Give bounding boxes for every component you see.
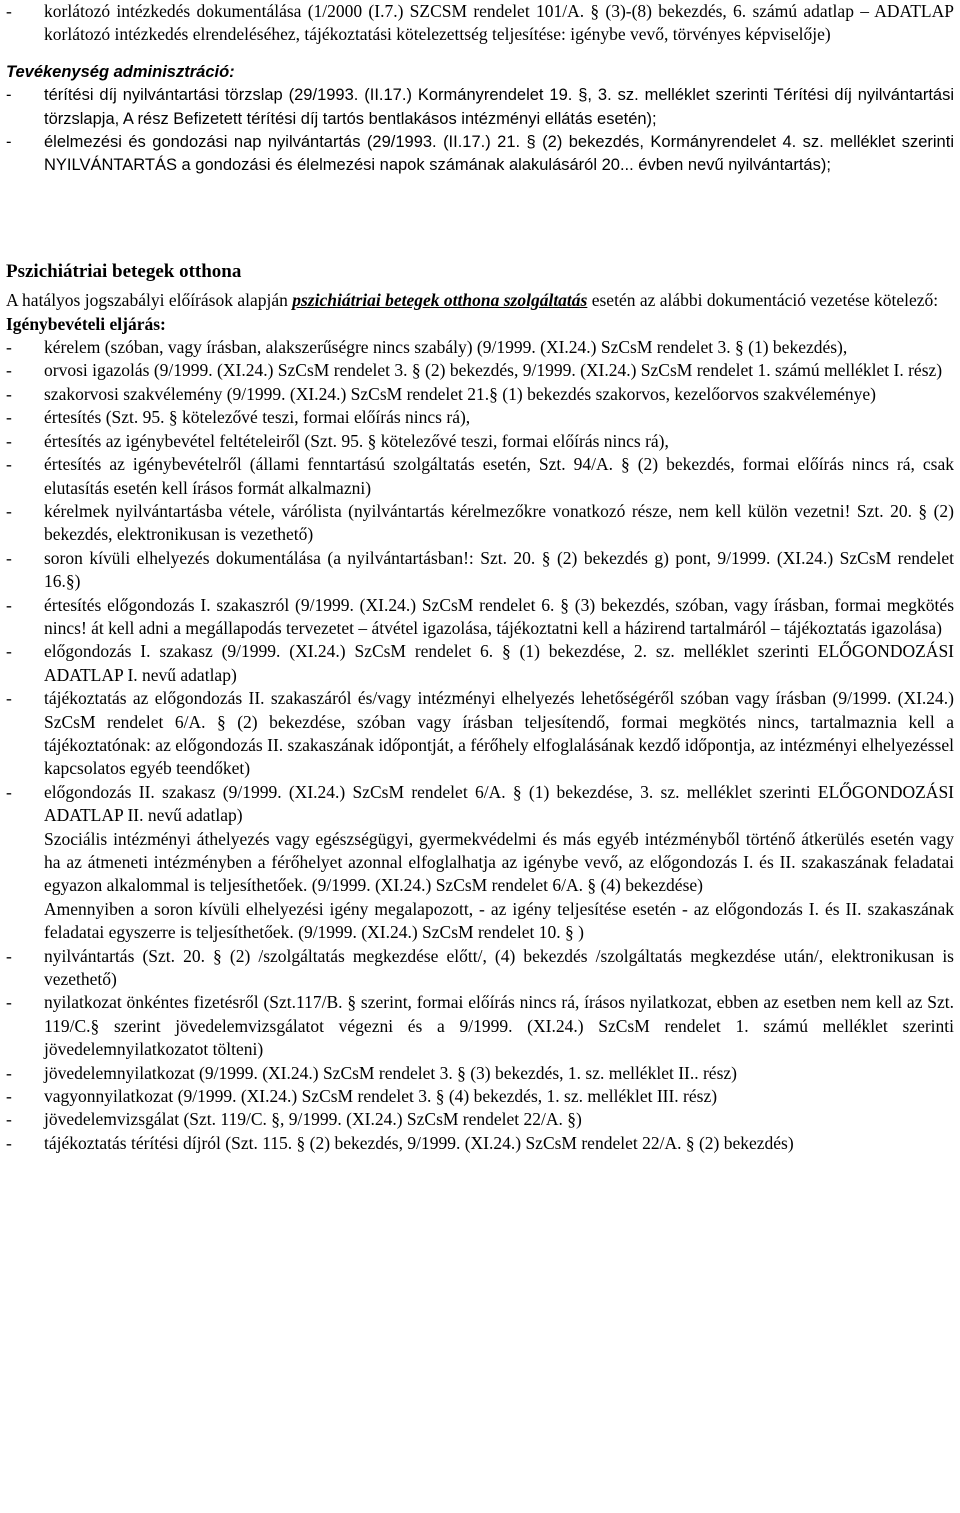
- list-dash: -: [6, 1132, 12, 1153]
- procedure-list: [6, 336, 954, 828]
- list-item: [6, 687, 954, 781]
- list-item: [6, 84, 954, 131]
- list-item: [6, 453, 954, 500]
- list-dash: -: [6, 781, 12, 802]
- list-item: [6, 406, 954, 429]
- document-page: [6, 0, 954, 1155]
- list-item: [6, 430, 954, 453]
- list-dash: -: [6, 594, 12, 615]
- list-dash: -: [6, 337, 12, 358]
- list-item-text: korlátozó intézkedés dokumentálása (1/2000 (I.7.) SZCSM rendelet 101/A. § (3)-(8) bekezdés, 6. számú adatlap – ADATLAP korlátozó intézkedés elrendeléséhez, tájékoztatási kötelezettség teljesítése: igénybe vevő, törvényes képviselője): [44, 1, 954, 45]
- list-item: [6, 500, 954, 547]
- list-dash: -: [6, 1109, 12, 1130]
- list-item-text: orvosi igazolás (9/1999. (XI.24.) SzCsM rendelet 3. § (2) bekezdés, 9/1999. (XI.24.) SzCsM rendelet 1. számú melléklet I. rész): [44, 360, 943, 381]
- intro-text: esetén az alábbi dokumentáció vezetése kötelező:: [587, 290, 939, 311]
- list-item-text: soron kívüli elhelyezés dokumentálása (a nyilvántartásban!: Szt. 20. § (2) bekezdés g) pont, 9/1999. (XI.24.) SzCsM rendelet 16.§): [44, 547, 954, 592]
- list-item: [6, 594, 954, 641]
- list-item-text: tájékoztatás az előgondozás II. szakaszáról és/vagy intézményi elhelyezés lehetőségéről szóban vagy írásban (9/1999. (XI.24.) SzCsM rendelet 6/A. § (2) bekezdése, szóban vagy írásban teljesítendő, formai megkötés nincs, tartalmaznia kell a tájékoztatónak: az előgondozás II. szakaszának időpontját, a férőhely elfoglalásának kezdő időpontja, az intézményi elhelyezéssel kapcsolatos egyéb teendőket): [44, 688, 954, 779]
- list-item-text: előgondozás I. szakasz (9/1999. (XI.24.) SzCsM rendelet 6. § (1) bekezdése, 2. sz. melléklet szerinti ELŐGONDOZÁSI ADATLAP I. nevű adatlap): [44, 641, 954, 685]
- list-item-text: jövedelemvizsgálat (Szt. 119/C. §, 9/1999. (XI.24.) SzCsM rendelet 22/A. §): [44, 1109, 582, 1130]
- list-item-text: élelmezési és gondozási nap nyilvántartás (29/1993. (II.17.) 21. § (2) bekezdés, Kormányrendelet 4. sz. melléklet szerinti NYILVÁNTARTÁS a gondozási és élelmezési napok számának alakulásáról 20... évben nevű nyilvántartás);: [44, 133, 954, 175]
- list-dash: -: [6, 383, 12, 404]
- list-dash: -: [6, 1062, 12, 1083]
- list-item: [6, 0, 954, 47]
- list-item-text: tájékoztatás térítési díjról (Szt. 115. § (2) bekezdés, 9/1999. (XI.24.) SzCsM rendelet 22/A. § (2) bekezdés): [44, 1132, 794, 1153]
- list-item: [6, 131, 954, 178]
- list-dash: -: [6, 641, 12, 662]
- section-heading: Pszichiátriai betegek otthona: [6, 260, 242, 282]
- list-dash: -: [6, 86, 12, 105]
- list-item-text: nyilatkozat önkéntes fizetésről (Szt.117/B. § szerint, formai előírás nincs rá, írásos nyilatkozat, ebben az esetben nem kell az Szt. 119/C.§ szerint jövedelemvizsgálatot végezni és a 9/1999. (XI.24.) SzCsM rendelet 1. számú melléklet szerinti jövedelemnyilatkozatot tölteni): [44, 992, 954, 1060]
- intro-emphasis: pszichiátriai betegek otthona szolgáltatás: [292, 290, 588, 311]
- list-item: [6, 1085, 954, 1108]
- list-item: [6, 383, 954, 406]
- list-item: [6, 640, 954, 687]
- list-item-text: vagyonnyilatkozat (9/1999. (XI.24.) SzCsM rendelet 3. § (4) bekezdés, 1. sz. melléklet III. rész): [44, 1086, 718, 1107]
- list-item: [6, 547, 954, 594]
- list-dash: -: [6, 430, 12, 451]
- list-dash: -: [6, 547, 12, 568]
- list-item: [6, 1132, 954, 1155]
- list-item-text: kérelmek nyilvántartásba vétele, várólista (nyilvántartás kérelmezőkre vonatkozó része, nem kell külön vezetni! Szt. 20. § (2) bekezdés, elektronikusan is vezethető): [44, 500, 954, 545]
- list-item-text: értesítés az igénybevételről (állami fenntartású szolgáltatás esetén, Szt. 94/A. § (2) bekezdés, formai előírás nincs rá, csak elutasítás esetén kell írásos formát alkalmazni): [44, 454, 954, 498]
- list-item: [6, 359, 954, 382]
- list-item-text: értesítés az igénybevétel feltételeiről (Szt. 95. § kötelezővé teszi, formai előírás nincs rá),: [44, 430, 669, 451]
- list-dash: -: [6, 945, 12, 966]
- intro-paragraph: [6, 289, 954, 312]
- subheading: Igénybevételi eljárás:: [6, 313, 166, 334]
- list-item-text: szakorvosi szakvélemény (9/1999. (XI.24.) SzCsM rendelet 21.§ (1) bekezdés szakorvos, kezelőorvos szakvéleménye): [44, 383, 876, 404]
- note-paragraph: Szociális intézményi áthelyezés vagy egészségügyi, gyermekvédelmi és más egyéb intézményből történő átkerülés esetén vagy ha az átmeneti intézményben a férőhelyet azonnal elfoglalhatja az igénybe vevő, az előgondozás I. és II. szakaszának feladatai egyazon alkalommal is teljesíthetőek. (9/1999. (XI.24.) SzCsM rendelet 6/A. § (4) bekezdése): [44, 828, 954, 896]
- list-item: [6, 1108, 954, 1131]
- list-item-text: értesítés (Szt. 95. § kötelezővé teszi, formai előírás nincs rá),: [44, 407, 471, 428]
- list-item-text: előgondozás II. szakasz (9/1999. (XI.24.) SzCsM rendelet 6/A. § (1) bekezdése, 3. sz. melléklet szerinti ELŐGONDOZÁSI ADATLAP II. nevű adatlap): [44, 781, 954, 826]
- list-dash: -: [6, 992, 12, 1013]
- list-item-text: jövedelemnyilatkozat (9/1999. (XI.24.) SzCsM rendelet 3. § (3) bekezdés, 1. sz. melléklet II.. rész): [44, 1062, 737, 1083]
- list-item: [6, 781, 954, 828]
- list-dash: -: [6, 1086, 12, 1107]
- list-dash: -: [6, 500, 12, 521]
- intro-text: A hatályos jogszabályi előírások alapján: [6, 290, 293, 311]
- list-item-text: nyilvántartás (Szt. 20. § (2) /szolgáltatás megkezdése előtt/, (4) bekezdés /szolgáltatás megkezdése után/, elektronikusan is vezethető): [44, 945, 954, 990]
- list-item: [6, 991, 954, 1061]
- list-dash: -: [6, 1, 12, 21]
- list-item: [6, 945, 954, 992]
- list-item-text: értesítés előgondozás I. szakaszról (9/1999. (XI.24.) SzCsM rendelet 6. § (3) bekezdés, szóban, vagy írásban, formai megkötés nincs! át kell adni a megállapodás tervezetet – átvétel igazolása, tájékoztatni kell a házirend tartalmáról – tájékoztatás igazolása): [44, 594, 954, 638]
- list-item: [6, 1062, 954, 1085]
- documents-list: [6, 945, 954, 1156]
- list-dash: -: [6, 360, 12, 381]
- admin-heading: Tevékenység adminisztráció:: [6, 62, 235, 81]
- list-dash: -: [6, 407, 12, 428]
- list-item-text: kérelem (szóban, vagy írásban, alakszerűségre nincs szabály) (9/1999. (XI.24.) SzCsM rendelet 3. § (1) bekezdés),: [44, 337, 848, 358]
- note-paragraph: Amennyiben a soron kívüli elhelyezési igény megalapozott, - az igény teljesítése esetén - az előgondozás I. és II. szakaszának feladatai egyszerre is teljesíthetőek. (9/1999. (XI.24.) SzCsM rendelet 10. § ): [44, 898, 954, 943]
- list-item-text: térítési díj nyilvántartási törzslap (29/1993. (II.17.) Kormányrendelet 19. §, 3. sz. melléklet szerinti Térítési díj nyilvántartási törzslapja, A rész Befizetett térítési díj tartós bentlakásos intézményi ellátás esetén);: [44, 86, 954, 128]
- list-dash: -: [6, 454, 12, 475]
- list-dash: -: [6, 688, 12, 709]
- list-dash: -: [6, 133, 12, 152]
- list-item: [6, 336, 954, 359]
